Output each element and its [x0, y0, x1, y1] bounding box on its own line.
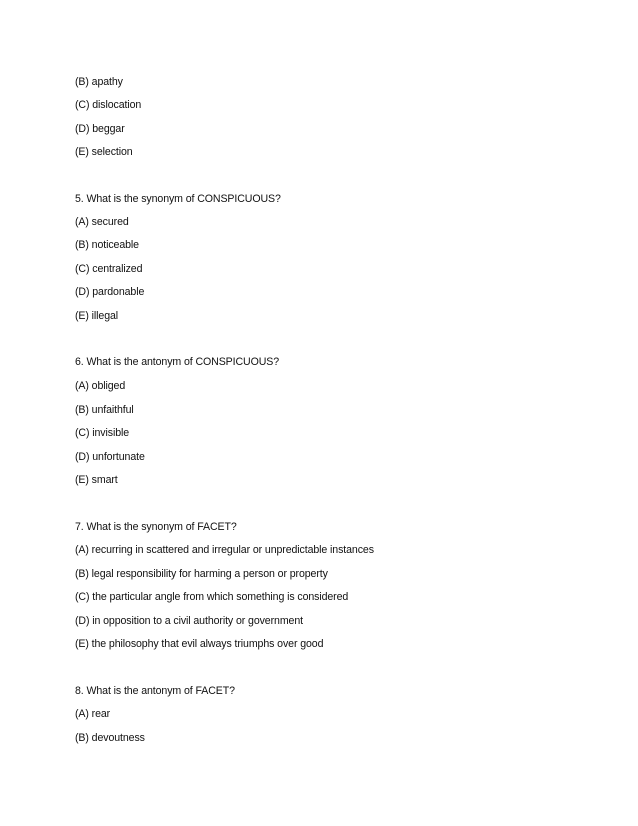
option-line: (C) invisible [75, 427, 130, 439]
option-line: (A) rear [75, 708, 111, 720]
option-line: (B) unfaithful [75, 404, 134, 416]
option-line: (A) secured [75, 216, 129, 228]
question-line: 5. What is the synonym of CONSPICUOUS? [75, 193, 281, 205]
option-line: (D) in opposition to a civil authority or government [75, 615, 303, 627]
option-line: (C) centralized [75, 263, 143, 275]
question-line: 8. What is the antonym of FACET? [75, 685, 235, 697]
option-line: (E) the philosophy that evil always triumphs over good [75, 638, 324, 650]
option-line: (D) unfortunate [75, 451, 145, 463]
option-line: (A) recurring in scattered and irregular or unpredictable instances [75, 544, 374, 556]
option-line: (A) obliged [75, 380, 126, 392]
option-line: (B) legal responsibility for harming a person or property [75, 568, 328, 580]
option-line: (B) devoutness [75, 732, 145, 744]
option-line: (B) apathy [75, 76, 123, 88]
question-line: 6. What is the antonym of CONSPICUOUS? [75, 356, 280, 368]
option-line: (E) illegal [75, 310, 119, 322]
question-line: 7. What is the synonym of FACET? [75, 521, 237, 533]
option-line: (E) selection [75, 146, 133, 158]
option-line: (E) smart [75, 474, 118, 486]
option-line: (B) noticeable [75, 239, 139, 251]
option-line: (D) pardonable [75, 286, 145, 298]
option-line: (C) dislocation [75, 99, 142, 111]
option-line: (D) beggar [75, 123, 125, 135]
option-line: (C) the particular angle from which something is considered [75, 591, 349, 603]
